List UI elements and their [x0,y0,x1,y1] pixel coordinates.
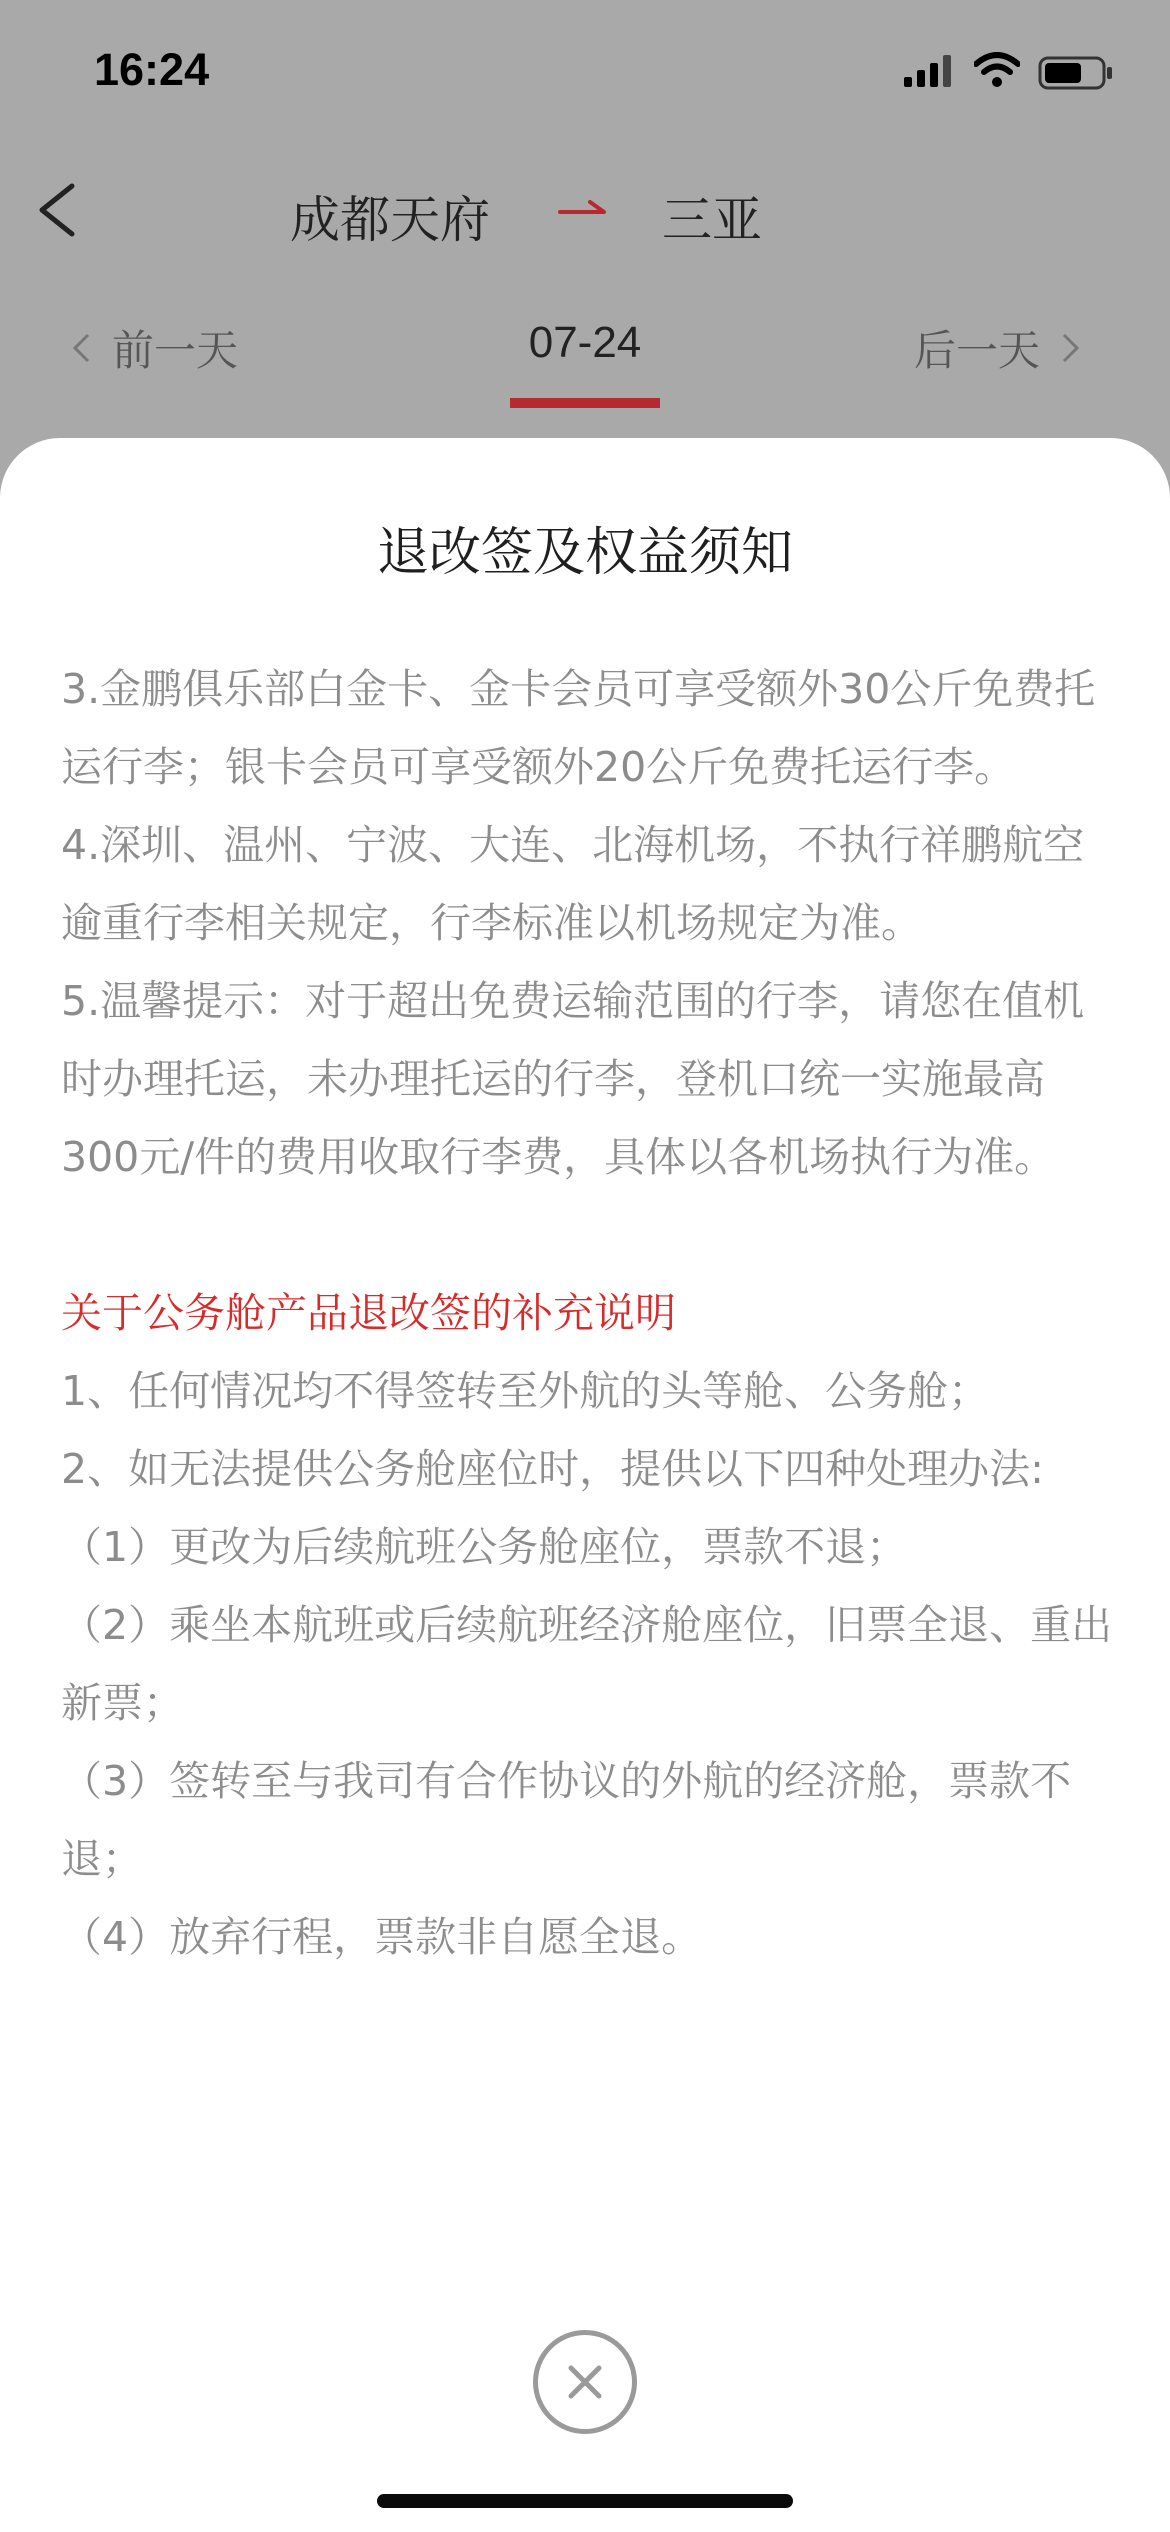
close-button[interactable] [533,2330,637,2434]
chevron-right-icon [1062,333,1080,363]
section-item: 2、如无法提供公务舱座位时，提供以下四种处理办法: [61,1445,1044,1493]
home-indicator [377,2494,793,2508]
date-bar [0,300,1170,410]
section-item: （1）更改为后续航班公务舱座位，票款不退； [61,1523,908,1571]
business-class-section-heading: 关于公务舱产品退改签的补充说明 [61,1289,676,1337]
arrival-city: 三亚 [662,191,762,249]
rule-paragraph: 3.金鹏俱乐部白金卡、金卡会员可享受额外30公斤免费托运行李；银卡会员可享受额外20公斤免费托运行李。 [61,665,1096,791]
battery-icon [1038,56,1114,90]
rules-sheet [0,438,1170,2532]
nav-bar [0,150,1170,270]
prev-day-label: 前一天 [112,326,239,375]
rules-content [61,650,1121,1976]
wifi-icon [974,52,1020,88]
next-day-label: 后一天 [914,326,1041,375]
next-day-button[interactable] [914,318,1080,378]
section-item: （3）签转至与我司有合作协议的外航的经济舱，票款不退； [61,1757,1072,1883]
section-item: （4）放弃行程，票款非自愿全退。 [61,1913,703,1961]
prev-day-button[interactable] [72,318,238,378]
departure-city: 成都天府 [290,191,490,249]
current-date: 07-24 [528,318,642,367]
sheet-title: 退改签及权益须知 [376,523,793,583]
section-item: 1、任何情况均不得签转至外航的头等舱、公务舱； [61,1367,990,1415]
status-bar [0,0,1170,140]
chevron-left-icon [72,333,90,363]
back-icon[interactable] [34,180,78,240]
close-icon [565,2362,605,2402]
rule-paragraph: 5.温馨提示：对于超出免费运输范围的行李，请您在值机时办理托运，未办理托运的行李，登机口统一实施最高300元/件的费用收取行李费，具体以各机场执行为准。 [61,977,1085,1181]
cellular-signal-icon [904,55,954,87]
current-date-indicator [510,398,660,408]
rule-paragraph: 4.深圳、温州、宁波、大连、北海机场，不执行祥鹏航空逾重行李相关规定，行李标准以机场规定为准。 [61,821,1085,947]
spacer [61,1196,1121,1274]
arrow-right-icon [558,198,608,222]
status-time: 16:24 [94,44,210,95]
section-item: （2）乘坐本航班或后续航班经济舱座位，旧票全退、重出新票； [61,1601,1113,1727]
